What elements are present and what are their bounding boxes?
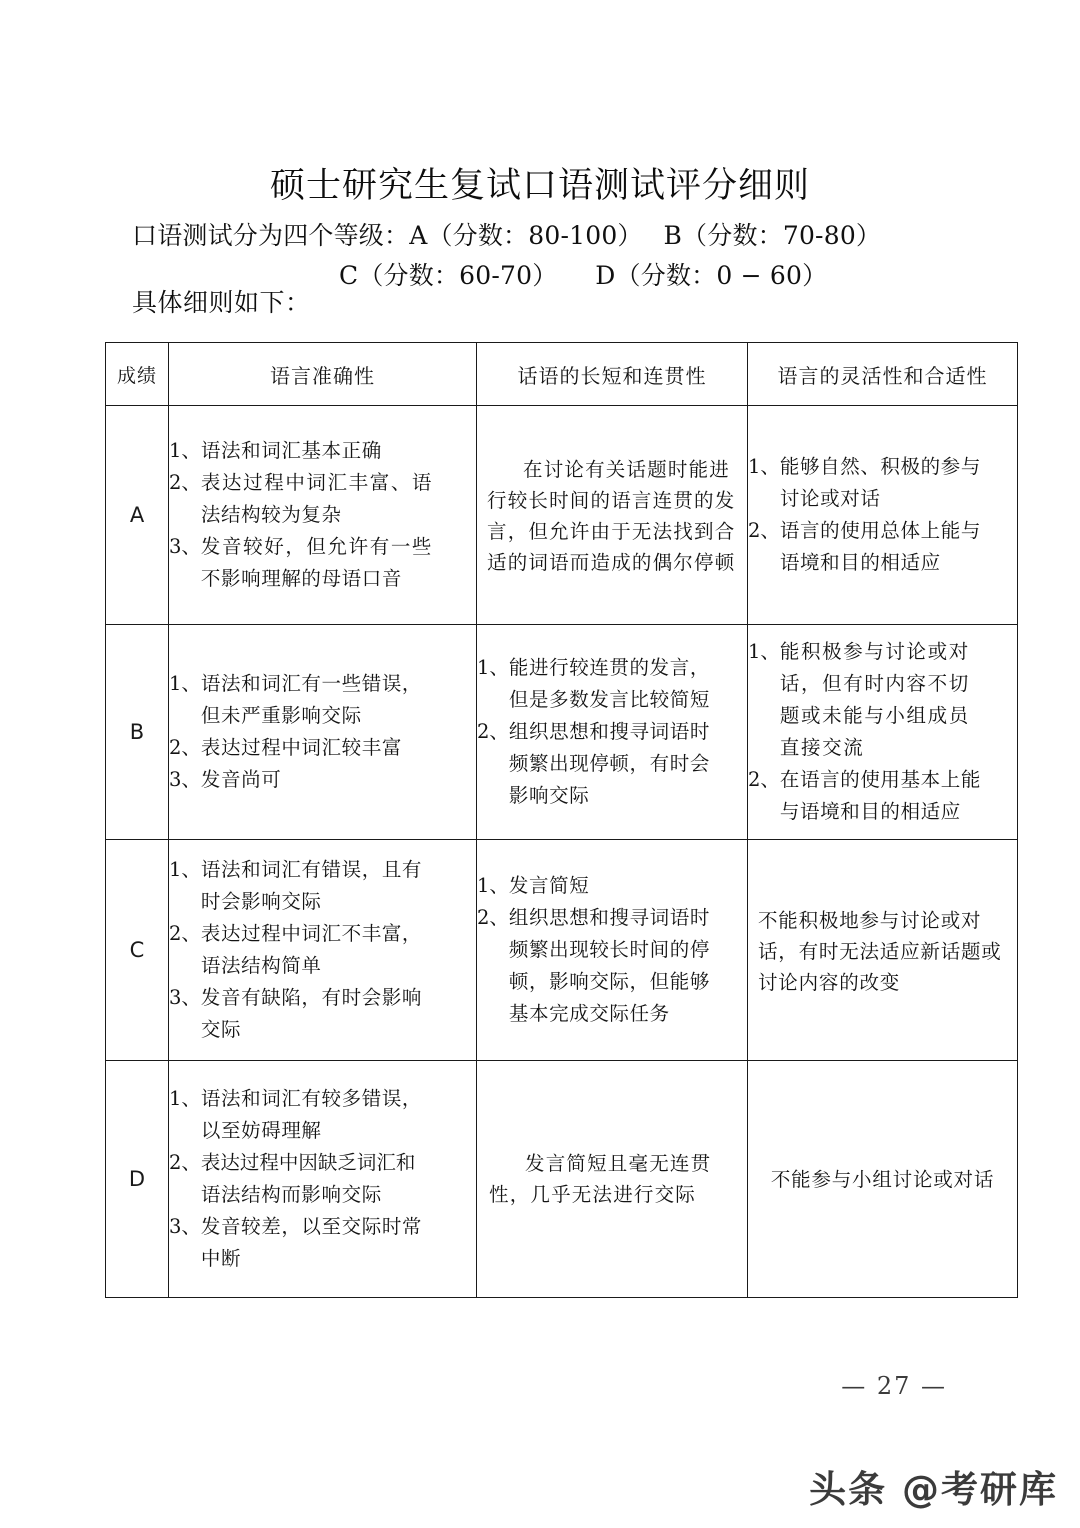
list-item	[748, 668, 1017, 699]
item-marker: 2、	[477, 906, 509, 929]
item-text: 语言的使用总体上能与	[779, 519, 981, 542]
item-text: 发音有缺陷，有时会影响	[200, 986, 423, 1009]
list-item	[748, 515, 1017, 546]
item-text: 能进行较连贯的发言，	[508, 656, 710, 679]
list-item	[169, 499, 476, 530]
cell-accuracy-d	[169, 1061, 477, 1298]
list-item	[169, 982, 476, 1013]
item-marker: 1、	[748, 455, 780, 478]
item-text: 发音尚可	[200, 768, 282, 791]
list-item	[169, 563, 476, 594]
list-item	[477, 902, 747, 933]
item-text: 法结构较为复杂	[200, 503, 342, 526]
list-item	[477, 998, 747, 1029]
list-item	[748, 483, 1017, 514]
table-row	[106, 625, 1018, 840]
grade-label-a: A	[106, 406, 169, 625]
grade-label-c: C	[106, 840, 169, 1061]
page-number: — 27 —	[841, 1372, 947, 1400]
item-text: 组织思想和搜寻词语时	[508, 906, 710, 929]
list-item	[477, 870, 747, 901]
item-text: 发言简短	[508, 874, 590, 897]
item-text: 不影响理解的母语口音	[200, 567, 402, 590]
table-header-row	[106, 343, 1018, 406]
item-text: 题或未能与小组成员	[779, 704, 970, 727]
item-marker: 2、	[477, 720, 509, 743]
list-item	[169, 531, 476, 562]
item-text: 语法结构简单	[200, 954, 322, 977]
item-text: 语法和词汇有较多错误，	[200, 1087, 423, 1110]
list-item	[748, 636, 1017, 667]
list-item	[477, 684, 747, 715]
list-item	[169, 1014, 476, 1045]
list-item	[169, 950, 476, 981]
item-text: 语法和词汇有错误，且有	[200, 858, 423, 881]
list-item	[169, 1147, 476, 1178]
item-text: 但是多数发言比较简短	[508, 688, 710, 711]
list-item	[169, 854, 476, 885]
item-text: 影响交际	[508, 784, 590, 807]
item-marker: 1、	[748, 640, 780, 663]
cell-length-coherence-c	[477, 840, 748, 1061]
list-item	[169, 918, 476, 949]
list-item	[477, 748, 747, 779]
paragraph-text: 不能参与小组讨论或对话	[770, 1167, 995, 1191]
item-text: 频繁出现较长时间的停	[508, 938, 710, 961]
item-text: 语法和词汇基本正确	[200, 439, 382, 462]
item-marker: 2、	[169, 736, 201, 759]
item-text: 顿，影响交际，但能够	[508, 970, 710, 993]
column-header-grade: 成绩	[106, 343, 169, 406]
item-text: 交际	[200, 1018, 242, 1041]
cell-flexibility-d	[748, 1061, 1018, 1298]
list-item	[748, 764, 1017, 795]
item-text: 表达过程中因缺乏词汇和	[200, 1151, 416, 1174]
list-item	[748, 732, 1017, 763]
item-marker: 2、	[169, 922, 201, 945]
cell-length-coherence-a	[477, 406, 748, 625]
list-item	[477, 780, 747, 811]
cell-accuracy-a	[169, 406, 477, 625]
list-item	[748, 547, 1017, 578]
list-item	[169, 435, 476, 466]
list-item	[169, 668, 476, 699]
paragraph-text: 发言简短且毫无连贯性，几乎无法进行交际	[489, 1152, 712, 1206]
item-text: 语境和目的相适应	[779, 551, 941, 574]
table-row	[106, 406, 1018, 625]
cell-accuracy-b	[169, 625, 477, 840]
item-marker: 3、	[169, 535, 201, 558]
item-text: 组织思想和搜寻词语时	[508, 720, 710, 743]
grade-scale-line-2: C（分数：60-70） D（分数：0 − 60）	[339, 261, 828, 290]
list-item	[477, 934, 747, 965]
item-marker: 2、	[748, 519, 780, 542]
table-row	[106, 1061, 1018, 1298]
item-marker: 1、	[169, 1087, 201, 1110]
page-title: 硕士研究生复试口语测试评分细则	[269, 166, 810, 206]
item-marker: 2、	[748, 768, 780, 791]
scoring-rubric-table	[105, 342, 1018, 1298]
list-item	[477, 966, 747, 997]
column-header-flexibility: 语言的灵活性和合适性	[748, 343, 1018, 406]
item-text: 语法和词汇有一些错误，	[200, 672, 423, 695]
details-label: 具体细则如下：	[132, 288, 311, 317]
list-item	[169, 1243, 476, 1274]
cell-flexibility-b	[748, 625, 1018, 840]
item-text: 讨论或对话	[779, 487, 881, 510]
list-item	[169, 467, 476, 498]
paragraph-text: 不能积极地参与讨论或对话，有时无法适应新话题或讨论内容的改变	[758, 908, 1002, 994]
table-row	[106, 840, 1018, 1061]
item-marker: 2、	[169, 1151, 201, 1174]
column-header-accuracy: 语言准确性	[169, 343, 477, 406]
list-item	[169, 1211, 476, 1242]
list-item	[748, 700, 1017, 731]
item-text: 表达过程中词汇较丰富	[200, 736, 402, 759]
item-text: 时会影响交际	[200, 890, 322, 913]
item-text: 话，但有时内容不切	[779, 672, 970, 695]
list-item	[169, 764, 476, 795]
grade-label-d: D	[106, 1061, 169, 1298]
watermark: 头条 @考研库	[809, 1468, 1058, 1511]
item-marker: 3、	[169, 1215, 201, 1238]
list-item	[748, 796, 1017, 827]
item-marker: 1、	[169, 858, 201, 881]
paragraph-text: 在讨论有关话题时能进行较长时间的语言连贯的发言，但允许由于无法找到合适的词语而造成的偶尔停顿	[487, 458, 736, 574]
item-text: 直接交流	[779, 736, 865, 759]
item-text: 与语境和目的相适应	[779, 800, 961, 823]
item-text: 能够自然、积极的参与	[779, 455, 981, 478]
item-marker: 2、	[169, 471, 201, 494]
list-item	[748, 451, 1017, 482]
item-marker: 3、	[169, 768, 201, 791]
list-item	[169, 886, 476, 917]
item-marker: 3、	[169, 986, 201, 1009]
list-item	[169, 1179, 476, 1210]
cell-length-coherence-b	[477, 625, 748, 840]
list-item	[477, 652, 747, 683]
item-text: 基本完成交际任务	[508, 1002, 670, 1025]
item-marker: 1、	[169, 672, 201, 695]
item-text: 频繁出现停顿，有时会	[508, 752, 710, 775]
list-item	[169, 700, 476, 731]
list-item	[477, 716, 747, 747]
grade-label-b: B	[106, 625, 169, 840]
item-marker: 1、	[477, 656, 509, 679]
cell-flexibility-c	[748, 840, 1018, 1061]
item-text: 表达过程中词汇不丰富，	[200, 922, 423, 945]
column-header-length-coherence: 话语的长短和连贯性	[477, 343, 748, 406]
item-marker: 1、	[169, 439, 201, 462]
cell-length-coherence-d	[477, 1061, 748, 1298]
list-item	[169, 732, 476, 763]
item-text: 表达过程中词汇丰富、语	[200, 471, 434, 494]
list-item	[169, 1115, 476, 1146]
item-text: 但未严重影响交际	[200, 704, 362, 727]
list-item	[169, 1083, 476, 1114]
item-text: 在语言的使用基本上能	[779, 768, 981, 791]
item-marker: 1、	[477, 874, 509, 897]
grade-scale-line-1: 口语测试分为四个等级：A（分数：80-100） B（分数：70-80）	[132, 221, 882, 250]
item-text: 能积极参与讨论或对	[779, 640, 970, 663]
item-text: 发音较好，但允许有一些	[200, 535, 434, 558]
item-text: 发音较差，以至交际时常	[200, 1215, 423, 1238]
cell-flexibility-a	[748, 406, 1018, 625]
item-text: 以至妨碍理解	[200, 1119, 322, 1142]
item-text: 中断	[200, 1247, 242, 1270]
cell-accuracy-c	[169, 840, 477, 1061]
item-text: 语法结构而影响交际	[200, 1183, 382, 1206]
